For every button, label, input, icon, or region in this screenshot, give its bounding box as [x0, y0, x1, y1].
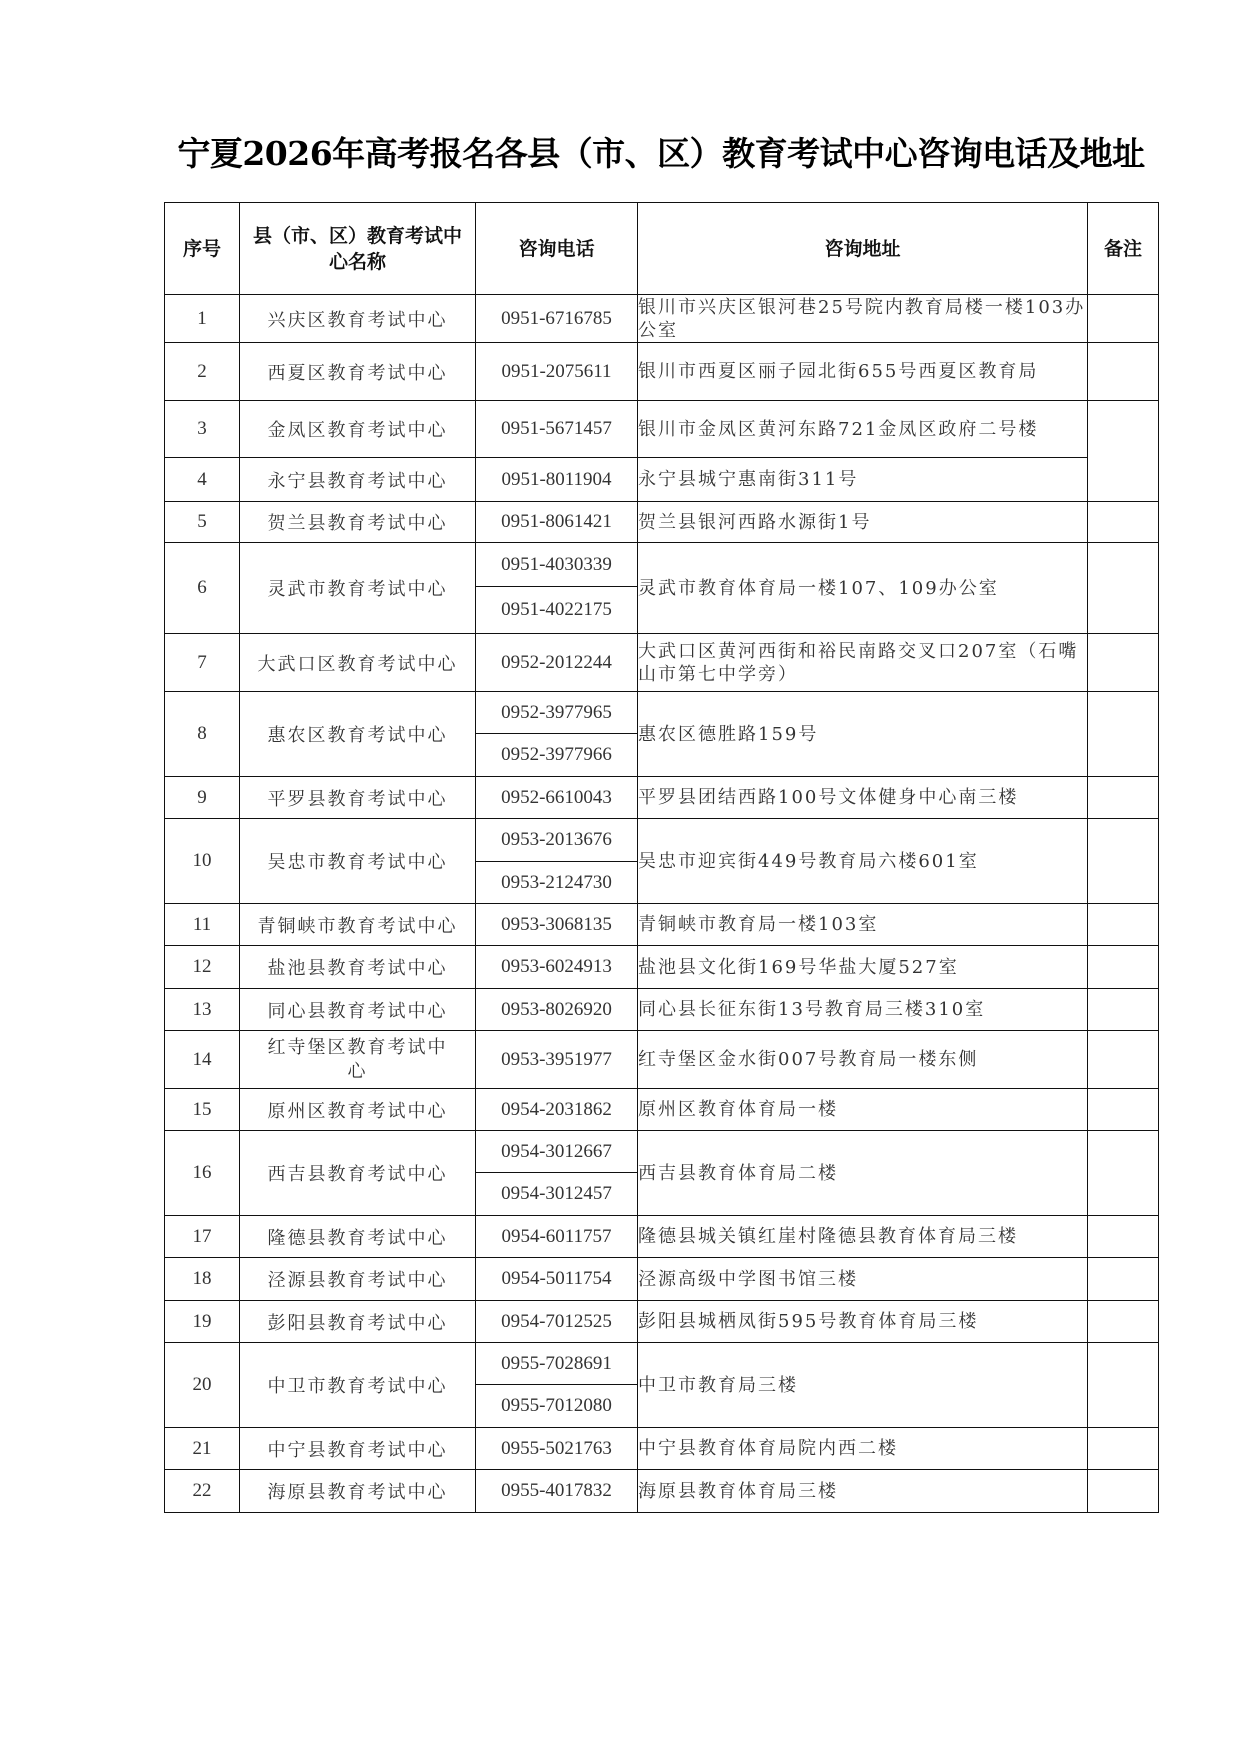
- remark-cell: [1088, 295, 1159, 343]
- center-name: 贺兰县教育考试中心: [240, 502, 476, 543]
- table-row: [165, 1470, 1159, 1513]
- center-name: 隆德县教育考试中心: [240, 1216, 476, 1258]
- row-seq: 7: [165, 634, 240, 692]
- table-row: [165, 692, 1159, 734]
- phone-number[interactable]: 0955-5021763: [476, 1428, 638, 1470]
- phone-number[interactable]: 0952-6610043: [476, 777, 638, 819]
- phone-number[interactable]: 0953-3068135: [476, 904, 638, 946]
- row-seq: 14: [165, 1031, 240, 1089]
- phone-number[interactable]: 0953-6024913: [476, 946, 638, 989]
- address: 西吉县教育体育局二楼: [638, 1131, 1088, 1216]
- phone-number[interactable]: 0953-3951977: [476, 1031, 638, 1089]
- row-seq: 13: [165, 989, 240, 1031]
- address: 银川市兴庆区银河巷25号院内教育局楼一楼103办公室: [638, 295, 1088, 343]
- center-name: 平罗县教育考试中心: [240, 777, 476, 819]
- table-row: [165, 989, 1159, 1031]
- table-row: [165, 904, 1159, 946]
- remark-cell: [1088, 1131, 1159, 1216]
- phone-number[interactable]: 0954-3012457: [476, 1173, 638, 1216]
- phone-number[interactable]: 0954-5011754: [476, 1258, 638, 1301]
- remark-cell: [1088, 502, 1159, 543]
- row-seq: 17: [165, 1216, 240, 1258]
- row-seq: 22: [165, 1470, 240, 1513]
- remark-cell: [1088, 1343, 1159, 1428]
- phone-number[interactable]: 0955-4017832: [476, 1470, 638, 1513]
- row-seq: 9: [165, 777, 240, 819]
- row-seq: 1: [165, 295, 240, 343]
- header-name: 县（市、区）教育考试中心名称: [240, 203, 476, 295]
- center-name: 同心县教育考试中心: [240, 989, 476, 1031]
- phone-number[interactable]: 0955-7028691: [476, 1343, 638, 1385]
- remark-cell: [1088, 543, 1159, 634]
- center-name: 原州区教育考试中心: [240, 1089, 476, 1131]
- center-name: 惠农区教育考试中心: [240, 692, 476, 777]
- remark-cell: [1088, 1301, 1159, 1343]
- header-seq: 序号: [165, 203, 240, 295]
- row-seq: 19: [165, 1301, 240, 1343]
- table-row: [165, 1428, 1159, 1470]
- remark-cell: [1088, 634, 1159, 692]
- contact-table: [164, 202, 1159, 1513]
- address: 隆德县城关镇红崖村隆德县教育体育局三楼: [638, 1216, 1088, 1258]
- row-seq: 6: [165, 543, 240, 634]
- remark-cell: [1088, 989, 1159, 1031]
- center-name: 海原县教育考试中心: [240, 1470, 476, 1513]
- table-row: [165, 295, 1159, 343]
- phone-number[interactable]: 0951-6716785: [476, 295, 638, 343]
- table-row: [165, 1131, 1159, 1173]
- remark-cell: [1088, 1031, 1159, 1089]
- address: 同心县长征东街13号教育局三楼310室: [638, 989, 1088, 1031]
- address: 大武口区黄河西街和裕民南路交叉口207室（石嘴山市第七中学旁）: [638, 634, 1088, 692]
- phone-number[interactable]: 0952-2012244: [476, 634, 638, 692]
- center-name: 中卫市教育考试中心: [240, 1343, 476, 1428]
- phone-number[interactable]: 0955-7012080: [476, 1385, 638, 1428]
- phone-number[interactable]: 0953-8026920: [476, 989, 638, 1031]
- table-row: [165, 777, 1159, 819]
- row-seq: 4: [165, 458, 240, 502]
- remark-cell: [1088, 819, 1159, 904]
- table-row: [165, 458, 1159, 502]
- remark-cell: [1088, 1216, 1159, 1258]
- remark-cell: [1088, 946, 1159, 989]
- center-name: 灵武市教育考试中心: [240, 543, 476, 634]
- row-seq: 18: [165, 1258, 240, 1301]
- center-name: 永宁县教育考试中心: [240, 458, 476, 502]
- center-name: 泾源县教育考试中心: [240, 1258, 476, 1301]
- phone-number[interactable]: 0952-3977965: [476, 692, 638, 734]
- header-phone: 咨询电话: [476, 203, 638, 295]
- center-name: 中宁县教育考试中心: [240, 1428, 476, 1470]
- center-name: 吴忠市教育考试中心: [240, 819, 476, 904]
- row-seq: 5: [165, 502, 240, 543]
- address: 彭阳县城栖凤街595号教育体育局三楼: [638, 1301, 1088, 1343]
- phone-number[interactable]: 0953-2124730: [476, 862, 638, 904]
- table-row: [165, 946, 1159, 989]
- phone-number[interactable]: 0952-3977966: [476, 734, 638, 777]
- center-name: 金凤区教育考试中心: [240, 401, 476, 458]
- phone-number[interactable]: 0951-5671457: [476, 401, 638, 458]
- header-remark: 备注: [1088, 203, 1159, 295]
- remark-cell: [1088, 1470, 1159, 1513]
- address: 吴忠市迎宾街449号教育局六楼601室: [638, 819, 1088, 904]
- address: 灵武市教育体育局一楼107、109办公室: [638, 543, 1088, 634]
- remark-cell: [1088, 692, 1159, 777]
- remark-cell: [1088, 904, 1159, 946]
- table-row: [165, 343, 1159, 401]
- phone-number[interactable]: 0951-4030339: [476, 543, 638, 587]
- address: 盐池县文化街169号华盐大厦527室: [638, 946, 1088, 989]
- address: 贺兰县银河西路水源街1号: [638, 502, 1088, 543]
- address: 泾源高级中学图书馆三楼: [638, 1258, 1088, 1301]
- document-title: 宁夏2026年高考报名各县（市、区）教育考试中心咨询电话及地址: [177, 134, 1145, 173]
- address: 惠农区德胜路159号: [638, 692, 1088, 777]
- center-name: 西夏区教育考试中心: [240, 343, 476, 401]
- row-seq: 20: [165, 1343, 240, 1428]
- center-name: 盐池县教育考试中心: [240, 946, 476, 989]
- center-name: 西吉县教育考试中心: [240, 1131, 476, 1216]
- address: 中宁县教育体育局院内西二楼: [638, 1428, 1088, 1470]
- address: 银川市金凤区黄河东路721金凤区政府二号楼: [638, 401, 1088, 458]
- address: 原州区教育体育局一楼: [638, 1089, 1088, 1131]
- row-seq: 12: [165, 946, 240, 989]
- address: 海原县教育体育局三楼: [638, 1470, 1088, 1513]
- phone-number[interactable]: 0951-2075611: [476, 343, 638, 401]
- remark-cell: [1088, 401, 1159, 502]
- table-row: [165, 1031, 1159, 1089]
- phone-number[interactable]: 0951-8061421: [476, 502, 638, 543]
- phone-number[interactable]: 0951-4022175: [476, 587, 638, 634]
- row-seq: 3: [165, 401, 240, 458]
- table-row: [165, 543, 1159, 587]
- row-seq: 11: [165, 904, 240, 946]
- address: 红寺堡区金水街007号教育局一楼东侧: [638, 1031, 1088, 1089]
- table-row: [165, 502, 1159, 543]
- address: 中卫市教育局三楼: [638, 1343, 1088, 1428]
- table-row: [165, 1301, 1159, 1343]
- center-name: 青铜峡市教育考试中心: [240, 904, 476, 946]
- row-seq: 15: [165, 1089, 240, 1131]
- row-seq: 21: [165, 1428, 240, 1470]
- row-seq: 8: [165, 692, 240, 777]
- row-seq: 2: [165, 343, 240, 401]
- remark-cell: [1088, 1258, 1159, 1301]
- address: 青铜峡市教育局一楼103室: [638, 904, 1088, 946]
- table-row: [165, 1216, 1159, 1258]
- table-row: [165, 1343, 1159, 1385]
- table-row: [165, 1089, 1159, 1131]
- address: 永宁县城宁惠南街311号: [638, 458, 1088, 502]
- phone-number[interactable]: 0954-2031862: [476, 1089, 638, 1131]
- phone-number[interactable]: 0954-7012525: [476, 1301, 638, 1343]
- center-name: 兴庆区教育考试中心: [240, 295, 476, 343]
- table-row: [165, 819, 1159, 862]
- remark-cell: [1088, 1089, 1159, 1131]
- address: 平罗县团结西路100号文体健身中心南三楼: [638, 777, 1088, 819]
- phone-number[interactable]: 0954-6011757: [476, 1216, 638, 1258]
- center-name: 红寺堡区教育考试中心: [240, 1031, 476, 1089]
- remark-cell: [1088, 777, 1159, 819]
- phone-number[interactable]: 0954-3012667: [476, 1131, 638, 1173]
- header-address: 咨询地址: [638, 203, 1088, 295]
- remark-cell: [1088, 343, 1159, 401]
- row-seq: 10: [165, 819, 240, 904]
- row-seq: 16: [165, 1131, 240, 1216]
- remark-cell: [1088, 1428, 1159, 1470]
- table-row: [165, 1258, 1159, 1301]
- phone-number[interactable]: 0953-2013676: [476, 819, 638, 862]
- table-row: [165, 401, 1159, 458]
- phone-number[interactable]: 0951-8011904: [476, 458, 638, 502]
- center-name: 大武口区教育考试中心: [240, 634, 476, 692]
- header-row: [165, 203, 1159, 295]
- address: 银川市西夏区丽子园北街655号西夏区教育局: [638, 343, 1088, 401]
- center-name: 彭阳县教育考试中心: [240, 1301, 476, 1343]
- table-row: [165, 634, 1159, 692]
